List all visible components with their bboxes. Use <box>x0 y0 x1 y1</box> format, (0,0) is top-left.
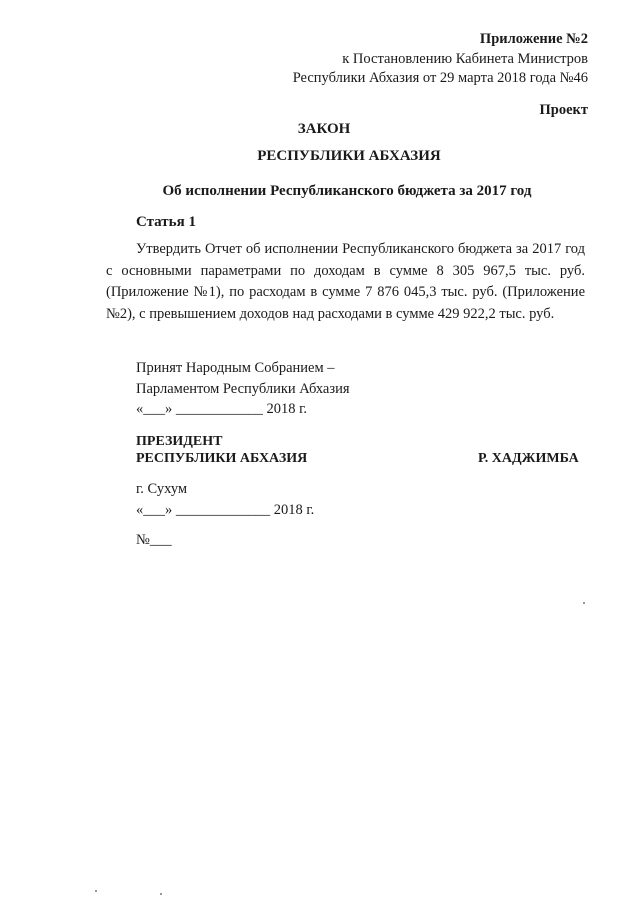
president-title-line2: РЕСПУБЛИКИ АБХАЗИЯ <box>136 451 308 466</box>
article-text: Утвердить Отчет об исполнении Республиканского бюджета за 2017 год с основными параметрами по доходам в сумме 8 305 967,5 тыс. руб. (Приложение №1), по расходам в сумме 7 876 045,3 тыс. руб. (Приложение №2), с превышением доходов над расходами в сумме 429 922,2 тыс. руб. <box>106 241 585 323</box>
draft-label: Проект <box>539 102 588 118</box>
appendix-reference-line1: к Постановлению Кабинета Министров <box>342 51 588 67</box>
appendix-number: Приложение №2 <box>479 31 588 47</box>
scan-speck <box>95 890 97 892</box>
adoption-line1: Принят Народным Собранием – <box>136 360 335 376</box>
president-name: Р. ХАДЖИМБА <box>478 451 579 466</box>
scan-speck <box>160 893 162 895</box>
signing-date: «___» _____________ 2018 г. <box>136 502 315 518</box>
adoption-line2: Парламентом Республики Абхазия <box>136 381 350 397</box>
law-subject: Об исполнении Республиканского бюджета за 2017 год <box>162 183 532 199</box>
republic-title: РЕСПУБЛИКИ АБХАЗИЯ <box>257 148 441 164</box>
law-title: ЗАКОН <box>297 121 351 137</box>
document-number: №___ <box>136 532 172 548</box>
scan-speck <box>583 602 585 604</box>
article-heading: Статья 1 <box>136 214 196 230</box>
adoption-date: «___» ____________ 2018 г. <box>136 401 308 417</box>
appendix-reference-line2: Республики Абхазия от 29 марта 2018 года №46 <box>292 70 588 86</box>
city: г. Сухум <box>136 481 188 497</box>
president-title-line1: ПРЕЗИДЕНТ <box>136 434 223 449</box>
